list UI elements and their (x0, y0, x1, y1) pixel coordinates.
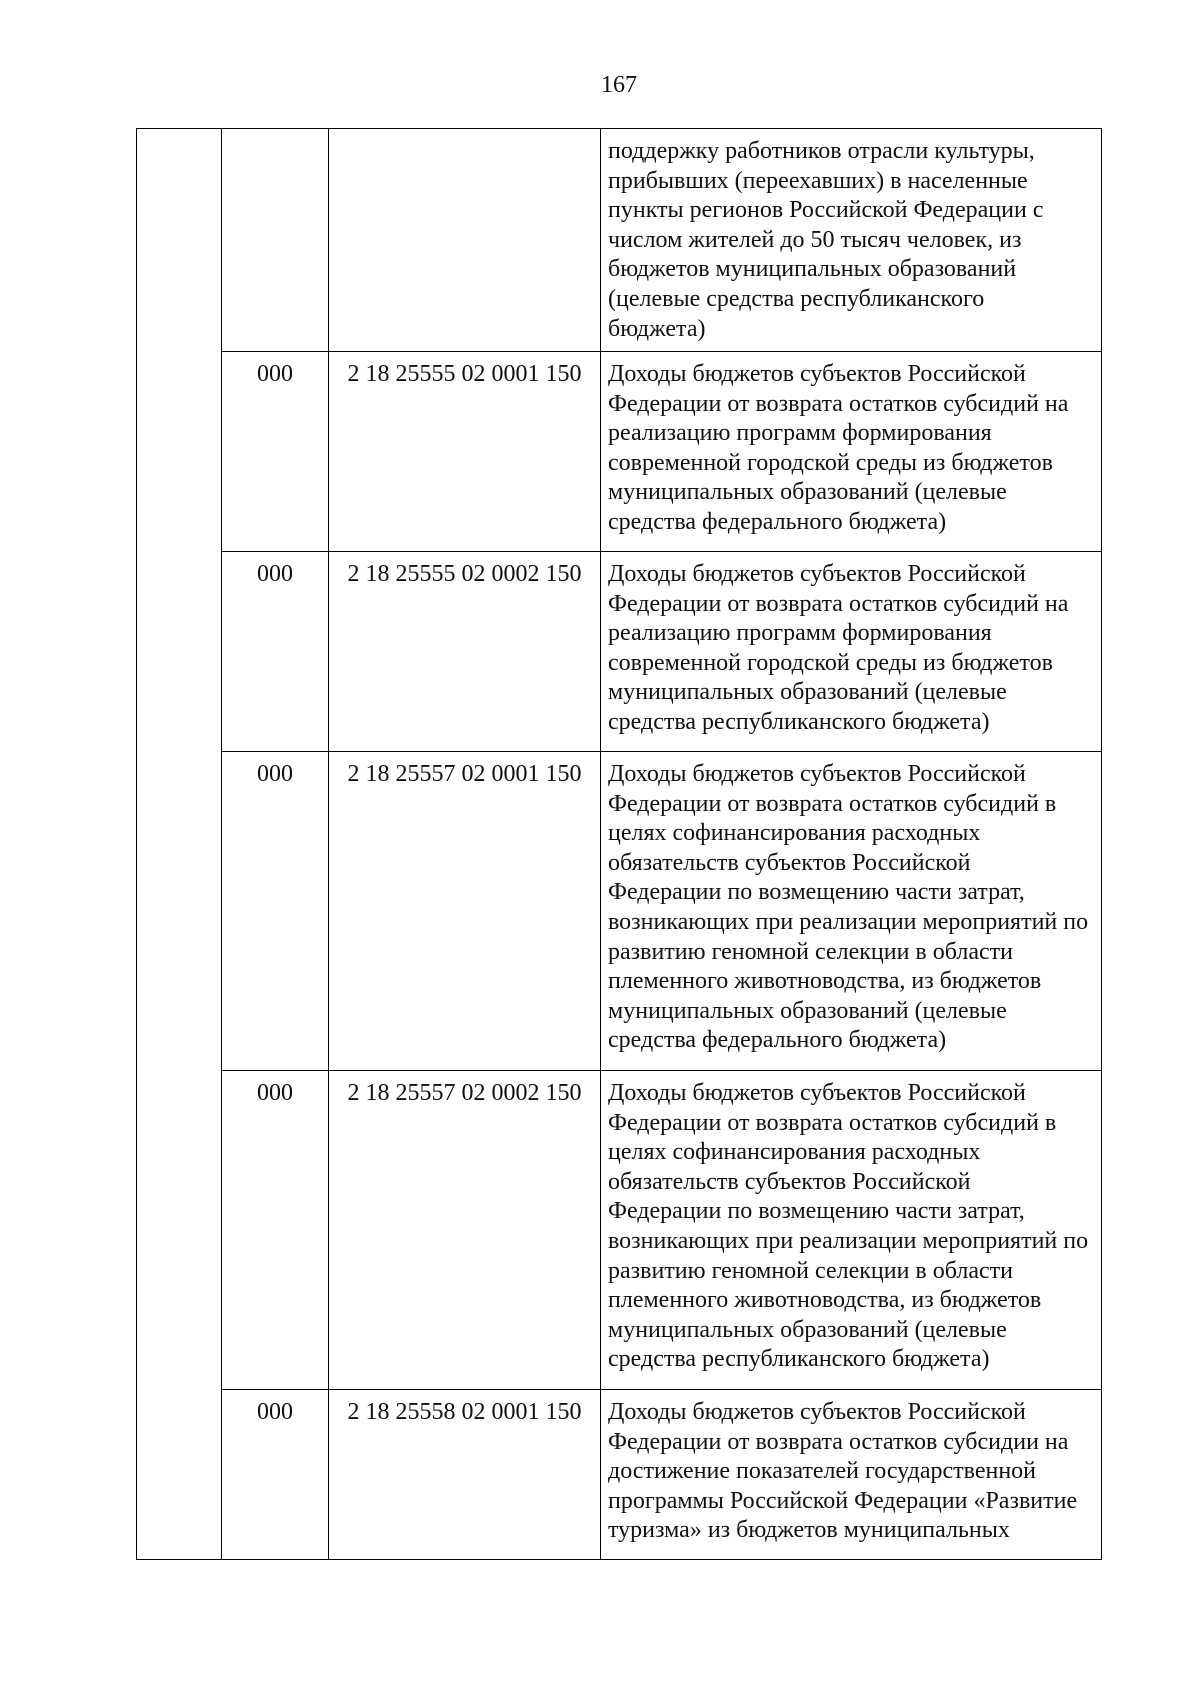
budget-code-cell: 2 18 25557 02 0001 150 (329, 752, 601, 1070)
budget-code-cell (329, 129, 601, 351)
table-body (222, 129, 1101, 1559)
admin-code-cell: 000 (222, 752, 329, 1070)
table-row (222, 352, 1101, 552)
table-row (222, 552, 1101, 752)
table-row (222, 752, 1101, 1071)
table-row-continuation (222, 129, 1101, 352)
page-number: 167 (601, 72, 637, 98)
description-cell: Доходы бюджетов субъектов Российской Федерации от возврата остатков субсидий в целях софинансирования расходных обязательств субъектов Российской Федерации по возмещению части затрат, возникающих при реализации мероприятий по развитию геномной селекции в области племенного животноводства, из бюджетов муниципальных образований (целевые средства республиканского бюджета) (608, 1080, 1089, 1373)
admin-code-cell: 000 (222, 352, 329, 551)
description-cell: поддержку работников отрасли культуры, прибывших (переехавших) в населенные пункты регионов Российской Федерации с числом жителей до 50 тысяч человек, из бюджетов муниципальных образований (целевые средства республиканского бюджета) (608, 138, 1044, 342)
budget-code-table (136, 128, 1102, 1560)
table-row (222, 1071, 1101, 1390)
budget-code-cell: 2 18 25558 02 0001 150 (329, 1390, 601, 1559)
description-cell: Доходы бюджетов субъектов Российской Федерации от возврата остатков субсидий на реализацию программ формирования современной городской среды из бюджетов муниципальных образований (целевые средства федерального бюджета) (608, 361, 1069, 535)
admin-code-cell: 000 (222, 552, 329, 751)
description-cell: Доходы бюджетов субъектов Российской Федерации от возврата остатков субсидий в целях софинансирования расходных обязательств субъектов Российской Федерации по возмещению части затрат, возникающих при реализации мероприятий по развитию геномной селекции в области племенного животноводства, из бюджетов муниципальных образований (целевые средства федерального бюджета) (608, 761, 1089, 1054)
table-row (222, 1390, 1101, 1559)
description-cell: Доходы бюджетов субъектов Российской Федерации от возврата остатков субсидий на реализацию программ формирования современной городской среды из бюджетов муниципальных образований (целевые средства республиканского бюджета) (608, 561, 1069, 735)
admin-code-cell: 000 (222, 1071, 329, 1389)
admin-code-cell: 000 (222, 1390, 329, 1559)
budget-code-cell: 2 18 25557 02 0002 150 (329, 1071, 601, 1389)
admin-code-cell (222, 129, 329, 351)
description-cell: Доходы бюджетов субъектов Российской Федерации от возврата остатков субсидии на достижение показателей государственной программы Российской Федерации «Развитие туризма» из бюджетов муниципальных (608, 1399, 1078, 1544)
merged-empty-column-cell (137, 129, 222, 1559)
budget-code-cell: 2 18 25555 02 0001 150 (329, 352, 601, 551)
budget-code-cell: 2 18 25555 02 0002 150 (329, 552, 601, 751)
